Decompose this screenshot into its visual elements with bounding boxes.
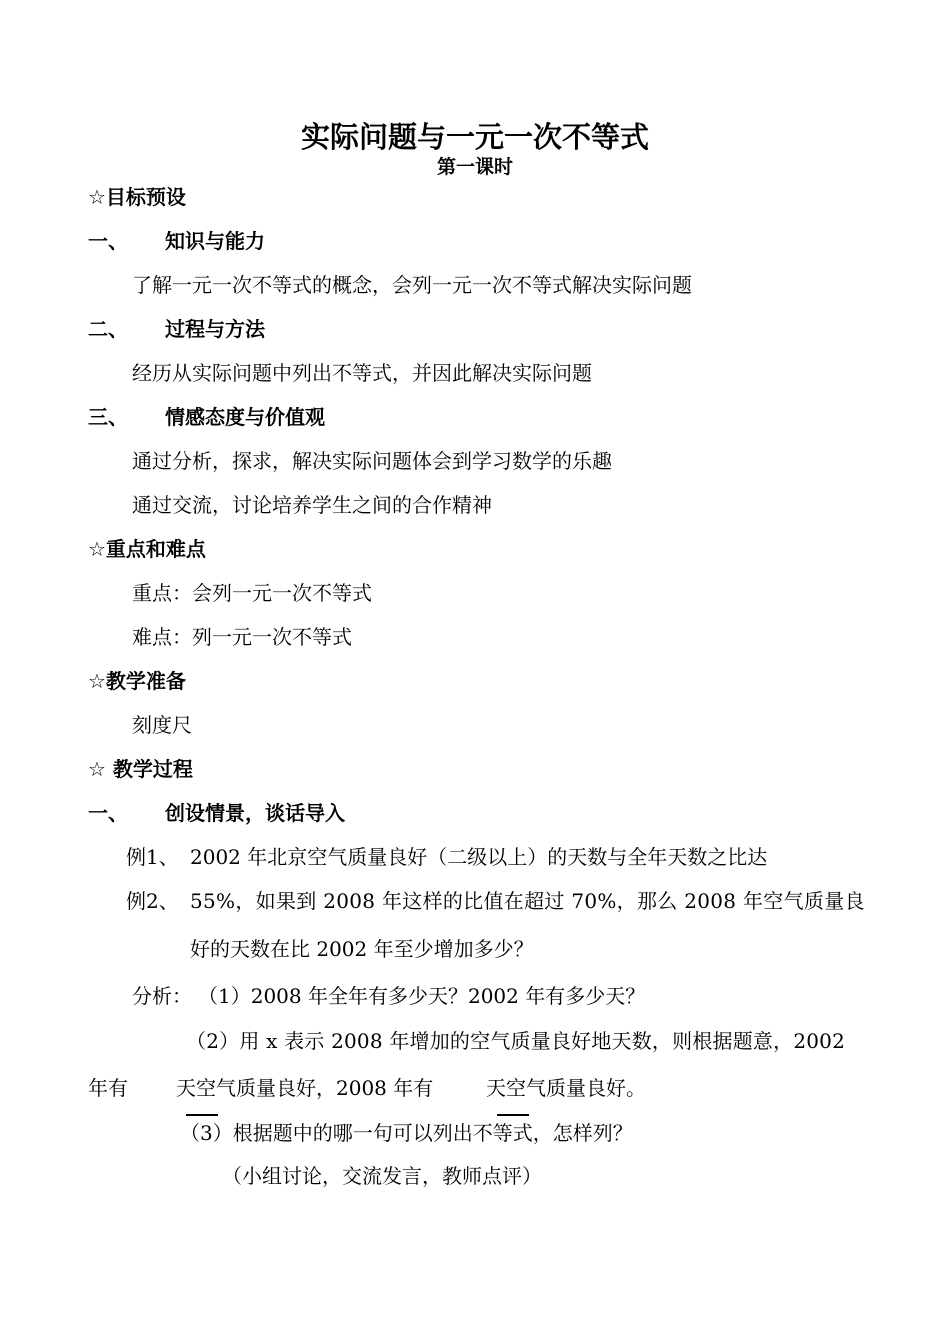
analysis-question-2: （2）用 x 表示 2008 年增加的空气质量良好地天数，则根据题意，2002 xyxy=(186,1029,846,1053)
goals-heading: ☆目标预设 xyxy=(88,185,186,209)
goals-section-3-title: 情感态度与价值观 xyxy=(165,405,325,429)
goals-section-2-title: 过程与方法 xyxy=(165,317,265,341)
prep-item: 刻度尺 xyxy=(132,713,192,737)
answer-blank-line-2002 xyxy=(186,1114,218,1116)
example-1-label: 例1、 xyxy=(126,845,179,869)
goals-section-2-number: 二、 xyxy=(88,317,128,341)
analysis-question-2-part-c: 天空气质量良好。 xyxy=(486,1076,646,1100)
page-subtitle: 第一课时 xyxy=(436,156,513,178)
answer-blank-line-2008 xyxy=(497,1114,529,1116)
keypoint-key: 重点：会列一元一次不等式 xyxy=(132,581,372,605)
goals-section-1-text: 了解一元一次不等式的概念，会列一元一次不等式解决实际问题 xyxy=(132,273,692,297)
process-heading: ☆ 教学过程 xyxy=(88,757,193,781)
prep-heading: ☆教学准备 xyxy=(88,669,186,693)
goals-section-2-text: 经历从实际问题中列出不等式，并因此解决实际问题 xyxy=(132,361,592,385)
keypoints-heading: ☆重点和难点 xyxy=(88,537,206,561)
example-1-text: 2002 年北京空气质量良好（二级以上）的天数与全年天数之比达 xyxy=(190,845,768,869)
goals-section-3-number: 三、 xyxy=(88,405,128,429)
analysis-question-2-part-a: 年有 xyxy=(88,1076,128,1100)
process-section-1-title: 创设情景，谈话导入 xyxy=(165,801,345,825)
analysis-question-2-part-b: 天空气质量良好，2008 年有 xyxy=(176,1076,434,1100)
example-2-label: 例2、 xyxy=(126,889,179,913)
page-title: 实际问题与一元一次不等式 xyxy=(300,120,649,154)
analysis-question-3-note: （小组讨论，交流发言，教师点评） xyxy=(222,1164,542,1188)
goals-section-3-text-2: 通过交流，讨论培养学生之间的合作精神 xyxy=(132,493,492,517)
goals-section-1-number: 一、 xyxy=(88,229,128,253)
example-2-continuation: 好的天数在比 2002 年至少增加多少？ xyxy=(190,937,534,961)
keypoint-difficult: 难点：列一元一次不等式 xyxy=(132,625,352,649)
analysis-label: 分析： xyxy=(132,984,192,1008)
example-2-text: 55%，如果到 2008 年这样的比值在超过 70%，那么 2008 年空气质量良 xyxy=(190,889,865,913)
goals-section-3-text-1: 通过分析，探求，解决实际问题体会到学习数学的乐趣 xyxy=(132,449,612,473)
process-section-1-number: 一、 xyxy=(88,801,128,825)
analysis-question-1: （1）2008 年全年有多少天？2002 年有多少天？ xyxy=(198,984,646,1008)
analysis-question-3: （3）根据题中的哪一句可以列出不等式，怎样列？ xyxy=(180,1121,633,1145)
goals-section-1-title: 知识与能力 xyxy=(165,229,265,253)
